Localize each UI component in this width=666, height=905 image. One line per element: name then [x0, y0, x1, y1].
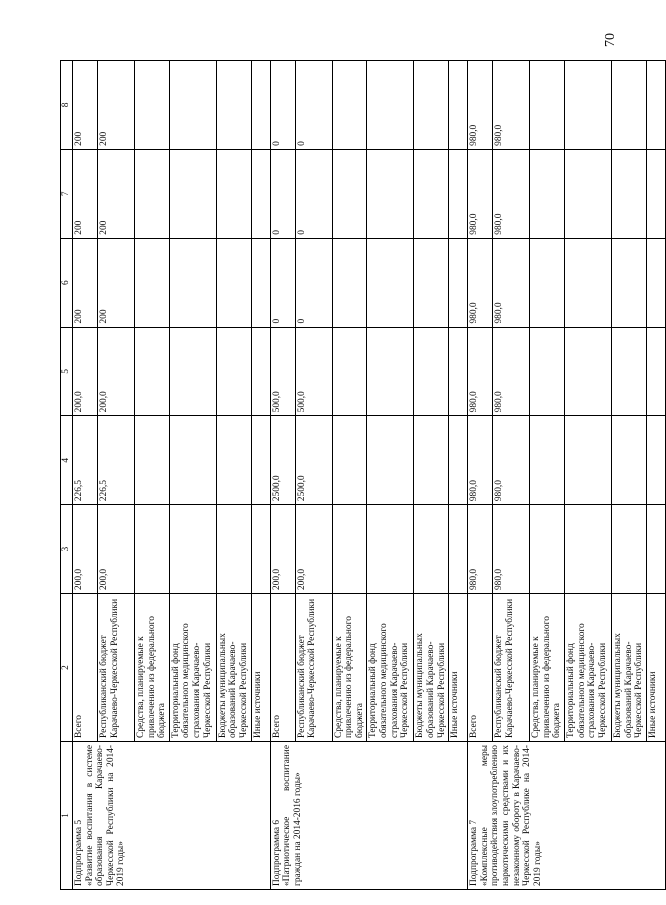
amount-cell: 980,0	[493, 505, 530, 594]
funding-source: Иные источники	[646, 594, 665, 742]
amount-cell	[611, 327, 646, 416]
column-number: 8	[61, 61, 73, 150]
amount-cell	[367, 149, 414, 238]
amount-cell	[367, 61, 414, 150]
program-description: «Развитие воспитания в системе образования Карачаево-Черкесской Республики на 2014-2019 годы»	[84, 745, 127, 886]
amount-cell	[449, 327, 468, 416]
amount-cell: 500,0	[270, 327, 295, 416]
amount-cell	[216, 149, 251, 238]
amount-cell	[251, 327, 270, 416]
amount-cell	[530, 327, 565, 416]
amount-cell	[135, 61, 170, 150]
amount-cell	[216, 238, 251, 327]
rotated-table-container	[60, 60, 658, 890]
amount-cell	[414, 61, 449, 150]
amount-cell: 200	[73, 61, 98, 150]
amount-cell: 980,0	[468, 505, 493, 594]
amount-cell	[332, 505, 367, 594]
funding-table	[60, 60, 666, 890]
program-title: Подпрограмма 7	[469, 819, 480, 886]
program-title: Подпрограмма 5	[74, 819, 84, 886]
amount-cell	[564, 238, 611, 327]
program-description: «Комплексные меры противодействия злоупотреблению наркотическими средствами и их незаконному обороту в Карачаево-Черкесской Республике на 2014-2019 годы»	[479, 745, 543, 886]
amount-cell: 980,0	[468, 327, 493, 416]
amount-cell: 980,0	[493, 416, 530, 505]
amount-cell	[332, 327, 367, 416]
amount-cell	[414, 149, 449, 238]
amount-cell	[646, 149, 665, 238]
amount-cell	[367, 327, 414, 416]
column-number: 6	[61, 238, 73, 327]
column-number: 3	[61, 505, 73, 594]
program-cell	[468, 742, 666, 890]
amount-cell	[564, 505, 611, 594]
amount-cell	[530, 61, 565, 150]
amount-cell	[564, 327, 611, 416]
amount-cell	[251, 61, 270, 150]
funding-source: Всего	[73, 594, 98, 742]
amount-cell	[414, 416, 449, 505]
program-cell	[73, 742, 271, 890]
amount-cell	[135, 416, 170, 505]
amount-cell	[611, 505, 646, 594]
amount-cell	[251, 238, 270, 327]
amount-cell	[611, 238, 646, 327]
amount-cell: 980,0	[493, 61, 530, 150]
amount-cell: 980,0	[468, 416, 493, 505]
amount-cell	[135, 505, 170, 594]
funding-source: Всего	[270, 594, 295, 742]
amount-cell	[646, 327, 665, 416]
amount-cell: 200,0	[73, 505, 98, 594]
funding-source: Территориальный фонд обязательного медицинского страхования Карачаево-Черкесской Республики	[169, 594, 216, 742]
amount-cell	[169, 61, 216, 150]
amount-cell	[646, 61, 665, 150]
table-row	[468, 61, 493, 890]
funding-source: Бюджеты муниципальных образований Карачаево-Черкесской Республики	[414, 594, 449, 742]
funding-source: Иные источники	[449, 594, 468, 742]
amount-cell	[414, 327, 449, 416]
amount-cell: 0	[295, 238, 332, 327]
table-row	[73, 61, 98, 890]
amount-cell	[646, 416, 665, 505]
amount-cell: 980,0	[468, 61, 493, 150]
amount-cell: 200	[73, 238, 98, 327]
funding-source: Территориальный фонд обязательного медицинского страхования Карачаево-Черкесской Республики	[564, 594, 611, 742]
amount-cell: 980,0	[493, 238, 530, 327]
program-cell	[270, 742, 468, 890]
amount-cell	[251, 505, 270, 594]
amount-cell	[169, 416, 216, 505]
amount-cell	[449, 61, 468, 150]
amount-cell	[449, 149, 468, 238]
amount-cell	[216, 505, 251, 594]
funding-source: Всего	[468, 594, 493, 742]
amount-cell	[367, 505, 414, 594]
amount-cell	[135, 327, 170, 416]
amount-cell: 980,0	[493, 327, 530, 416]
amount-cell	[530, 238, 565, 327]
amount-cell: 0	[270, 61, 295, 150]
amount-cell	[449, 505, 468, 594]
amount-cell: 226,5	[73, 416, 98, 505]
amount-cell	[449, 238, 468, 327]
column-number-row	[61, 61, 73, 890]
column-number: 7	[61, 149, 73, 238]
amount-cell	[611, 416, 646, 505]
amount-cell: 200,0	[295, 505, 332, 594]
amount-cell: 980,0	[468, 238, 493, 327]
amount-cell: 200,0	[98, 505, 135, 594]
amount-cell	[332, 61, 367, 150]
amount-cell	[216, 416, 251, 505]
amount-cell	[414, 238, 449, 327]
program-description: «Патриотическое воспитание граждан на 2014-2016 годы»	[282, 745, 303, 886]
amount-cell	[449, 416, 468, 505]
amount-cell	[251, 149, 270, 238]
amount-cell: 2500,0	[295, 416, 332, 505]
column-number: 2	[61, 594, 73, 742]
amount-cell	[169, 238, 216, 327]
amount-cell	[169, 327, 216, 416]
amount-cell	[646, 505, 665, 594]
page-number: 70	[603, 33, 618, 47]
funding-source: Бюджеты муниципальных образований Карачаево-Черкесской Республики	[216, 594, 251, 742]
amount-cell: 200,0	[270, 505, 295, 594]
amount-cell: 226,5	[98, 416, 135, 505]
amount-cell	[646, 238, 665, 327]
funding-source: Территориальный фонд обязательного медицинского страхования Карачаево-Черкесской Республики	[367, 594, 414, 742]
amount-cell	[611, 149, 646, 238]
amount-cell	[135, 149, 170, 238]
amount-cell: 200	[98, 238, 135, 327]
amount-cell	[367, 416, 414, 505]
amount-cell: 0	[295, 149, 332, 238]
amount-cell: 980,0	[493, 149, 530, 238]
amount-cell	[611, 61, 646, 150]
amount-cell: 980,0	[468, 149, 493, 238]
funding-source: Средства, планируемые к привлечению из федерального бюджета	[530, 594, 565, 742]
table-row	[270, 61, 295, 890]
amount-cell	[216, 327, 251, 416]
amount-cell: 2500,0	[270, 416, 295, 505]
amount-cell: 0	[295, 61, 332, 150]
funding-source: Республиканский бюджет Карачаево-Черкесской Республики	[295, 594, 332, 742]
amount-cell: 200	[98, 61, 135, 150]
amount-cell	[564, 416, 611, 505]
amount-cell	[564, 149, 611, 238]
amount-cell: 200	[73, 149, 98, 238]
amount-cell: 200,0	[73, 327, 98, 416]
funding-source: Средства, планируемые к привлечению из федерального бюджета	[135, 594, 170, 742]
amount-cell	[332, 238, 367, 327]
amount-cell	[251, 416, 270, 505]
amount-cell	[332, 149, 367, 238]
amount-cell: 200,0	[98, 327, 135, 416]
amount-cell	[169, 505, 216, 594]
funding-source: Республиканский бюджет Карачаево-Черкесской Республики	[493, 594, 530, 742]
funding-source: Средства, планируемые к привлечению из федерального бюджета	[332, 594, 367, 742]
amount-cell	[169, 149, 216, 238]
amount-cell	[367, 238, 414, 327]
column-number: 1	[61, 742, 73, 890]
amount-cell: 0	[270, 149, 295, 238]
funding-source: Иные источники	[251, 594, 270, 742]
funding-source: Бюджеты муниципальных образований Карачаево-Черкесской Республики	[611, 594, 646, 742]
column-number: 4	[61, 416, 73, 505]
funding-source: Республиканский бюджет Карачаево-Черкесской Республики	[98, 594, 135, 742]
amount-cell	[530, 416, 565, 505]
amount-cell	[135, 238, 170, 327]
amount-cell	[414, 505, 449, 594]
amount-cell	[530, 505, 565, 594]
amount-cell: 200	[98, 149, 135, 238]
amount-cell	[216, 61, 251, 150]
amount-cell	[564, 61, 611, 150]
amount-cell: 0	[270, 238, 295, 327]
column-number: 5	[61, 327, 73, 416]
program-title: Подпрограмма 6	[271, 819, 282, 886]
amount-cell	[530, 149, 565, 238]
amount-cell	[332, 416, 367, 505]
amount-cell: 500,0	[295, 327, 332, 416]
